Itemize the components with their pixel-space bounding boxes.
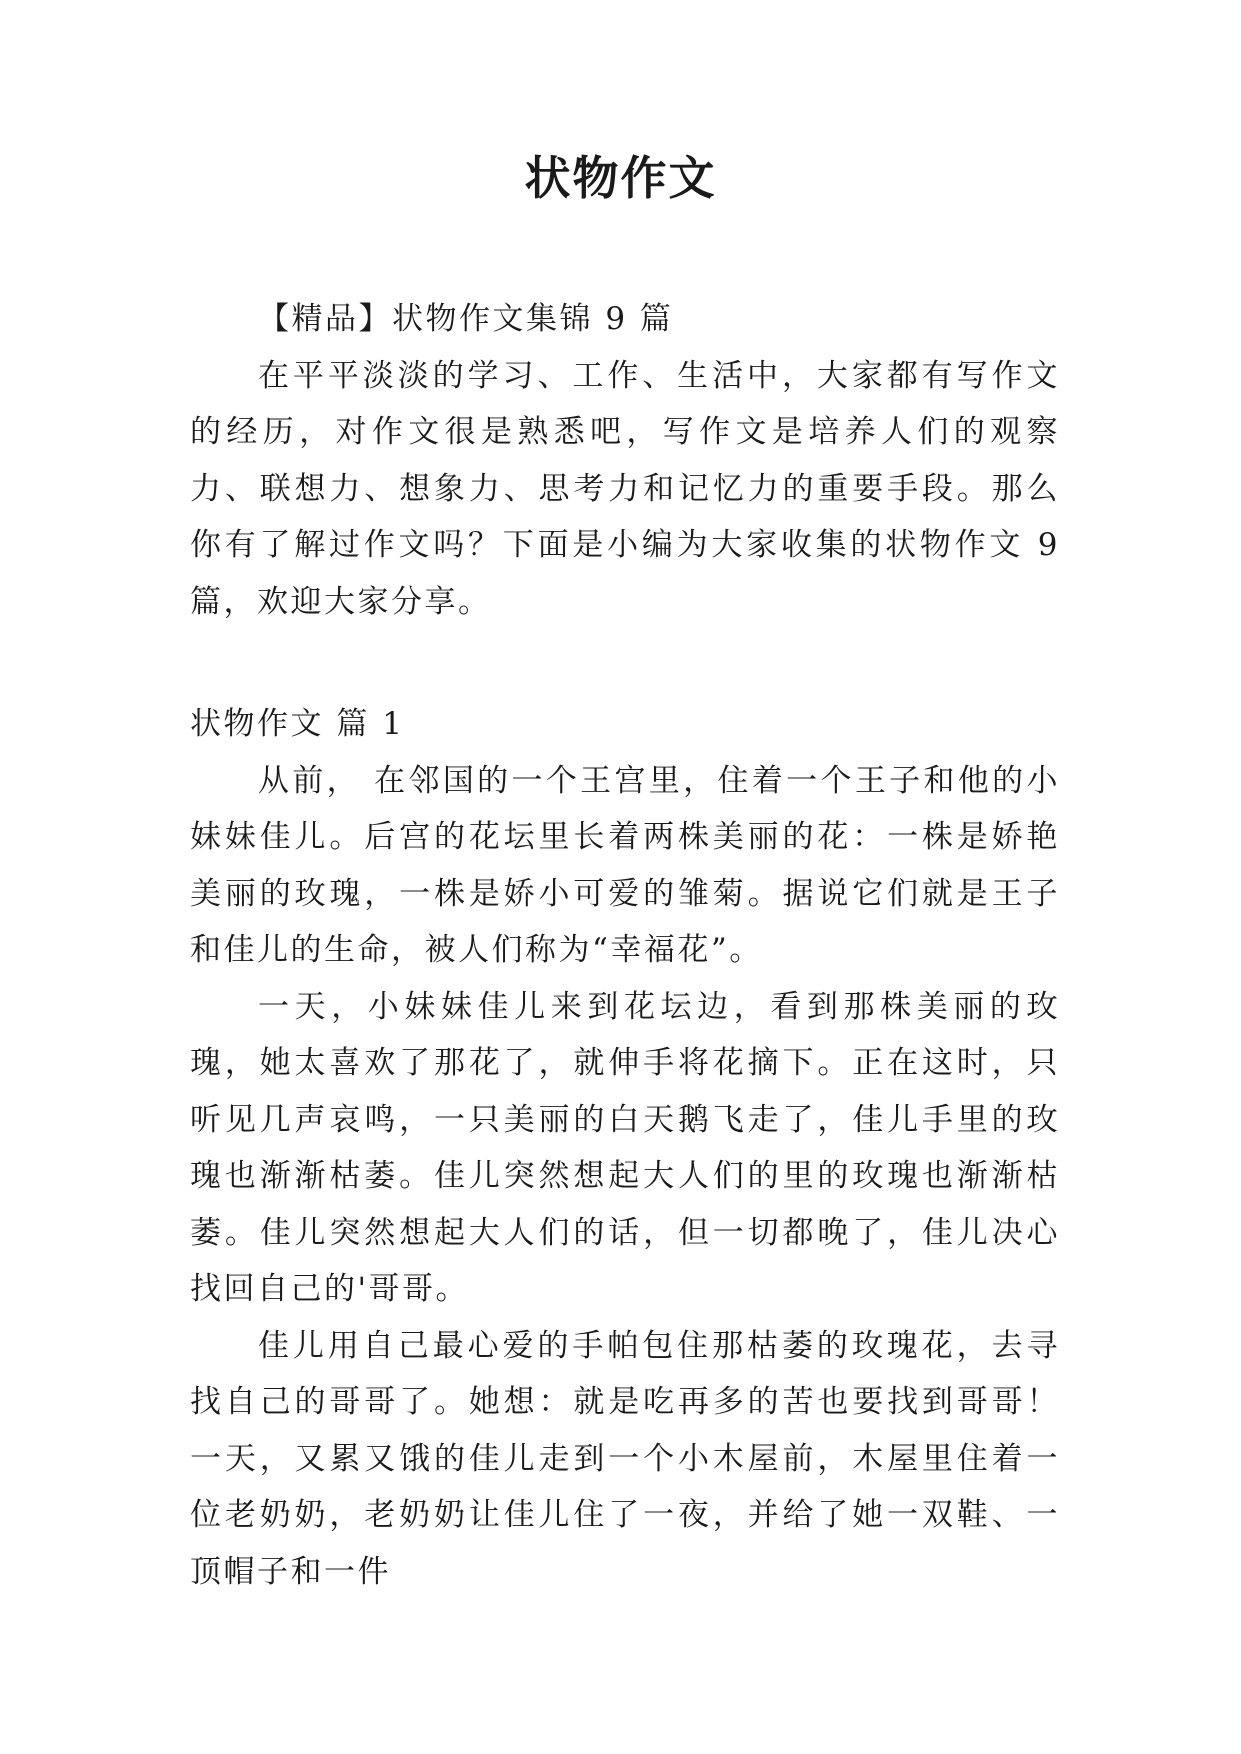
- document-title: 状物作文: [524, 151, 717, 205]
- section-heading: 状物作文 篇 1: [190, 706, 405, 742]
- body-paragraph: 从前， 在邻国的一个王宫里，住着一个王子和他的小妹妹佳儿。后宫的花坛里长着两株美丽的花：一株是娇艳美丽的玫瑰，一株是娇小可爱的雏菊。据说它们就是王子和佳儿的生命，被人们称为“幸福花”。: [190, 762, 1060, 968]
- intro-paragraph: 在平平淡淡的学习、工作、生活中，大家都有写作文的经历，对作文很是熟悉吧，写作文是培养人们的观察力、联想力、想象力、思考力和记忆力的重要手段。那么你有了解过作文吗？下面是小编为大家收集的状物作文 9 篇，欢迎大家分享。: [190, 357, 1060, 620]
- document-body: [190, 291, 1060, 1600]
- body-paragraph: 佳儿用自己最心爱的手帕包住那枯萎的玫瑰花，去寻找自己的哥哥了。她想：就是吃再多的苦也要找到哥哥！一天，又累又饿的佳儿走到一个小木屋前，木屋里住着一位老奶奶，老奶奶让佳儿住了一夜，并给了她一双鞋、一顶帽子和一件: [190, 1327, 1060, 1590]
- body-paragraph: 一天，小妹妹佳儿来到花坛边，看到那株美丽的玫瑰，她太喜欢了那花了，就伸手将花摘下。正在这时，只听见几声哀鸣，一只美丽的白天鹅飞走了，佳儿手里的玫瑰也渐渐枯萎。佳儿突然想起大人们的里的玫瑰也渐渐枯萎。佳儿突然想起大人们的话，但一切都晚了，佳儿决心找回自己的'哥哥。: [190, 988, 1060, 1307]
- intro-heading: 【精品】状物作文集锦 9 篇: [258, 301, 674, 337]
